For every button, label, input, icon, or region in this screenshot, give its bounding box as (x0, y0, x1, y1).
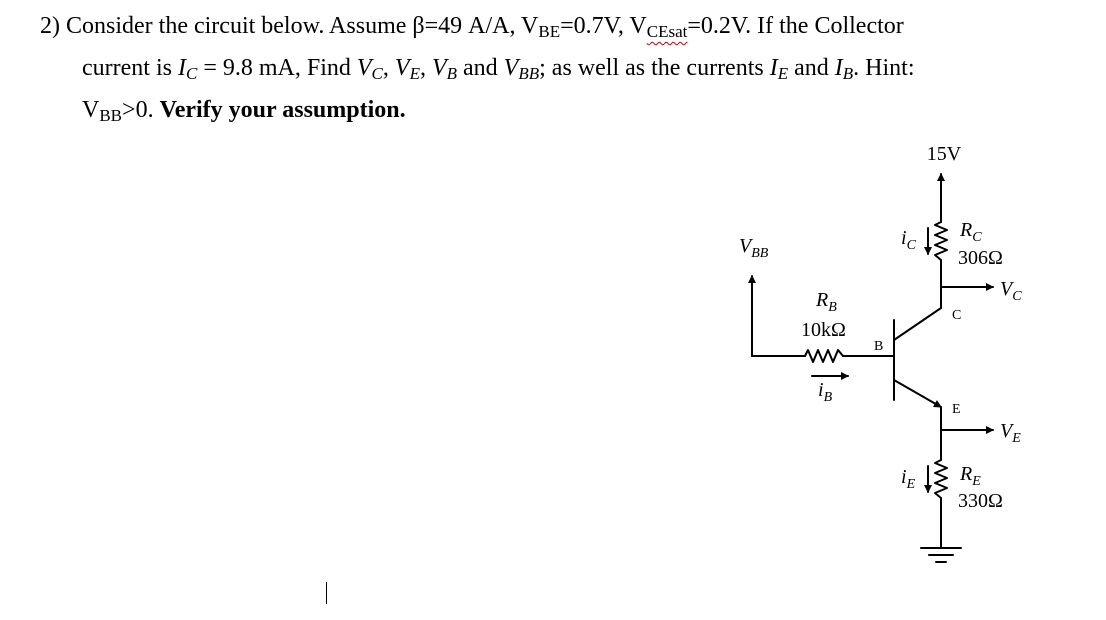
text: ; as well as the currents (539, 55, 770, 81)
emitter-wire (894, 380, 941, 407)
subscript: BE (538, 22, 561, 41)
collector-terminal-label: C (952, 308, 962, 323)
collector-wire (894, 308, 941, 340)
text: = 9.8 mA, Find (197, 55, 357, 81)
rc-value: 306Ω (958, 247, 1003, 269)
supply-label: 15V (926, 143, 962, 165)
re-value: 330Ω (958, 490, 1003, 512)
subscript: C (371, 64, 383, 83)
ie-label: $i_E$ (901, 466, 916, 492)
subscript-spellcheck: CEsat (646, 22, 688, 41)
symbol: V (503, 55, 519, 81)
vbb-label: $V_{BB}$ (739, 235, 769, 261)
ib-label: $i_B$ (818, 379, 833, 405)
problem-number: 2) (40, 13, 60, 39)
ve-label: $V_E$ (1000, 420, 1021, 446)
rb-label: $R_B$ (816, 289, 837, 315)
subscript: B (842, 64, 854, 83)
re-resistor (935, 460, 947, 498)
symbol: I (177, 55, 186, 81)
text: >0. (122, 97, 160, 123)
subscript: E (777, 64, 789, 83)
vc-label: $V_C$ (1000, 278, 1022, 304)
subscript: C (185, 64, 198, 83)
symbol: V (431, 55, 447, 81)
text: and (788, 55, 835, 81)
rc-resistor (935, 222, 947, 260)
text: =0.2V. If the Collector (687, 13, 904, 39)
bold-instruction: Verify your assumption. (159, 97, 406, 123)
rb-resistor (805, 350, 843, 362)
symbol: I (834, 55, 843, 81)
rc-label: $R_C$ (960, 219, 982, 245)
text: and (457, 55, 504, 81)
text-cursor (326, 582, 327, 604)
text: , (382, 55, 395, 81)
symbol: I (769, 55, 778, 81)
text: current is (82, 55, 178, 81)
subscript: BB (518, 64, 540, 83)
base-terminal-label: B (874, 339, 884, 354)
symbol: V (394, 55, 410, 81)
rb-value: 10kΩ (801, 319, 846, 341)
text: , (419, 55, 432, 81)
text: . Hint: (853, 55, 915, 81)
re-label: $R_E$ (960, 463, 981, 489)
symbol: V (356, 55, 372, 81)
emitter-terminal-label: E (952, 402, 961, 417)
text: =0.7V, V (560, 13, 647, 39)
text: V (82, 97, 100, 123)
subscript: B (446, 64, 458, 83)
subscript: E (409, 64, 420, 83)
text: Consider the circuit below. Assume β=49 A/A, V (66, 13, 539, 39)
ic-label: $i_C$ (901, 227, 916, 253)
subscript: BB (99, 106, 123, 125)
